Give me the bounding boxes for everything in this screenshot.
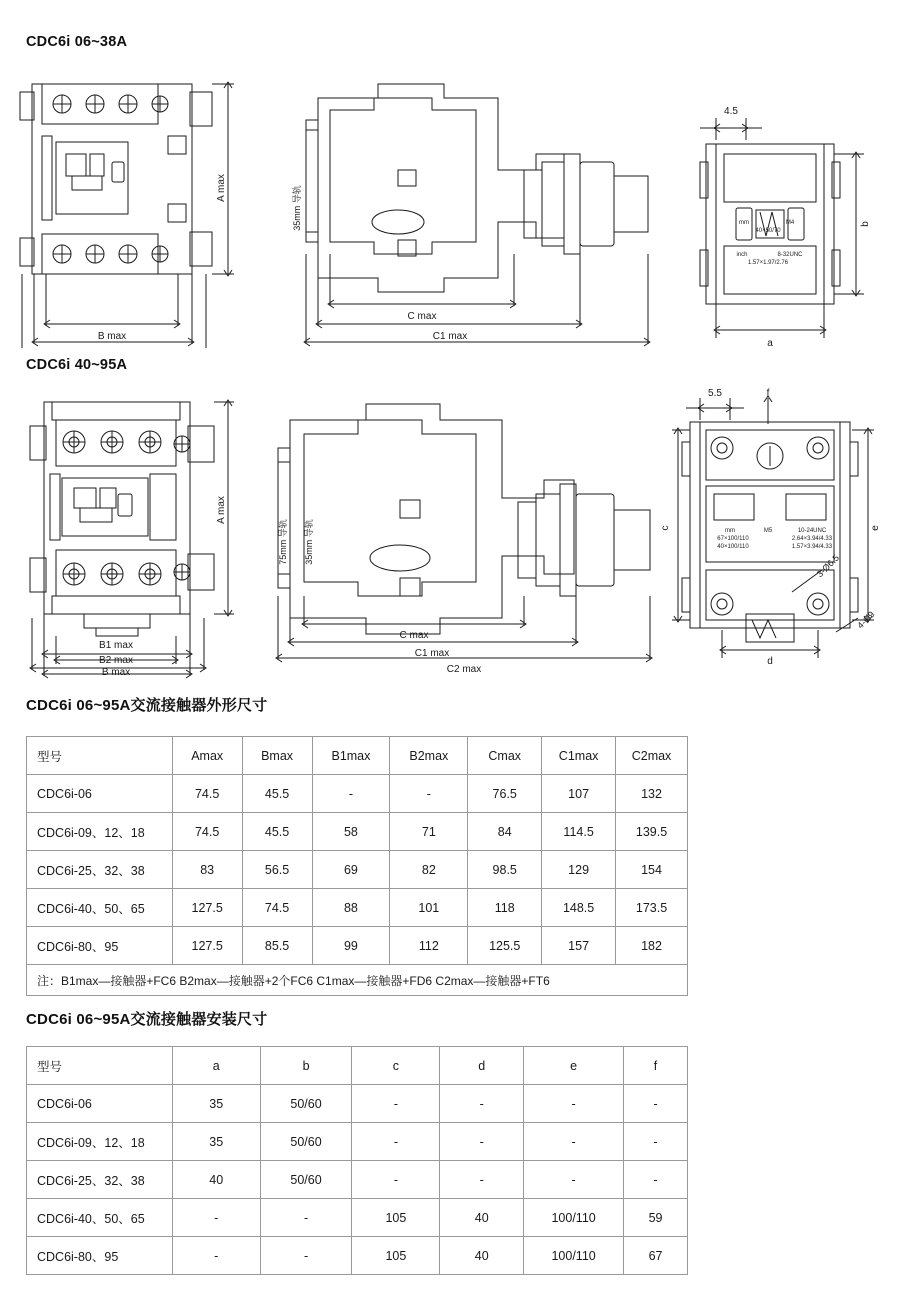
cell-value: 40 (440, 1237, 524, 1275)
svg-text:2.64×3.94/4.33: 2.64×3.94/4.33 (791, 536, 833, 542)
cell-value: 45.5 (242, 813, 312, 851)
svg-text:35mm 导轨: 35mm 导轨 (292, 185, 302, 231)
svg-text:B max: B max (101, 667, 131, 678)
svg-text:5.5: 5.5 (708, 388, 722, 399)
table-row (27, 813, 688, 851)
cell-value: 182 (616, 927, 688, 965)
cell-value: 148.5 (542, 889, 616, 927)
cell-value: 114.5 (542, 813, 616, 851)
svg-text:B2 max: B2 max (99, 655, 133, 666)
svg-text:c: c (660, 525, 671, 531)
cell-value: 67 (624, 1237, 688, 1275)
cell-model: CDC6i-25、32、38 (27, 1161, 173, 1199)
cell-model: CDC6i-06 (27, 1085, 173, 1123)
cell-value: 125.5 (468, 927, 542, 965)
column-header: B1max (312, 737, 390, 775)
cell-model: CDC6i-06 (27, 775, 173, 813)
drawing-cdc6i-40-95a (0, 382, 900, 682)
column-header: f (624, 1047, 688, 1085)
cell-value: 50/60 (260, 1123, 352, 1161)
cell-model: CDC6i-80、95 (27, 927, 173, 965)
column-header: b (260, 1047, 352, 1085)
cell-value: 101 (390, 889, 468, 927)
cell-value: 105 (352, 1237, 440, 1275)
table-row (27, 1123, 688, 1161)
svg-text:4.5: 4.5 (724, 106, 738, 117)
cell-value: 112 (390, 927, 468, 965)
cell-value: 82 (390, 851, 468, 889)
svg-text:40×50/70: 40×50/70 (755, 228, 781, 234)
drawing-cdc6i-06-38a (0, 58, 900, 348)
svg-text:10-24UNC: 10-24UNC (797, 528, 827, 534)
svg-text:A max: A max (216, 174, 227, 202)
table-row (27, 927, 688, 965)
cell-value: - (524, 1123, 624, 1161)
cell-value: 127.5 (172, 927, 242, 965)
cell-model: CDC6i-40、50、65 (27, 889, 173, 927)
table-row (27, 889, 688, 927)
svg-text:75mm 导轨: 75mm 导轨 (278, 519, 288, 565)
cell-model: CDC6i-09、12、18 (27, 1123, 173, 1161)
cell-value: 76.5 (468, 775, 542, 813)
cell-value: - (260, 1237, 352, 1275)
cell-value: 84 (468, 813, 542, 851)
svg-text:M5: M5 (763, 528, 773, 534)
cell-value: 40 (172, 1161, 260, 1199)
cell-value: 45.5 (242, 775, 312, 813)
cell-value: 173.5 (616, 889, 688, 927)
svg-text:C1 max: C1 max (414, 648, 450, 659)
cell-value: - (172, 1199, 260, 1237)
column-header: d (440, 1047, 524, 1085)
cell-value: - (624, 1161, 688, 1199)
svg-text:8-32UNC: 8-32UNC (777, 252, 803, 258)
cell-value: 71 (390, 813, 468, 851)
svg-text:4-Ø9: 4-Ø9 (855, 609, 877, 631)
cell-value: - (440, 1161, 524, 1199)
cell-value: 118 (468, 889, 542, 927)
cell-value: - (172, 1237, 260, 1275)
cell-value: - (312, 775, 390, 813)
table-mounting-dimensions (26, 1046, 688, 1275)
page-title-drawing-1: CDC6i 06~38A (26, 34, 128, 50)
column-header: Cmax (468, 737, 542, 775)
cell-value: 85.5 (242, 927, 312, 965)
svg-text:40×100/110: 40×100/110 (717, 544, 749, 550)
svg-text:67×100/110: 67×100/110 (717, 536, 749, 542)
cell-value: 35 (172, 1123, 260, 1161)
cell-value: 35 (172, 1085, 260, 1123)
cell-value: - (260, 1199, 352, 1237)
svg-text:C max: C max (399, 630, 429, 641)
cell-value: 83 (172, 851, 242, 889)
cell-value: 154 (616, 851, 688, 889)
svg-text:1.57×3.94/4.33: 1.57×3.94/4.33 (791, 544, 833, 550)
table-row (27, 1237, 688, 1275)
cell-model: CDC6i-09、12、18 (27, 813, 173, 851)
column-header: e (524, 1047, 624, 1085)
cell-value: - (524, 1085, 624, 1123)
svg-text:A max: A max (216, 496, 227, 524)
svg-text:mm: mm (725, 528, 735, 534)
cell-value: 100/110 (524, 1237, 624, 1275)
cell-value: 56.5 (242, 851, 312, 889)
svg-text:d: d (767, 656, 773, 667)
cell-value: 100/110 (524, 1199, 624, 1237)
table-row (27, 1199, 688, 1237)
svg-text:3-Ø6.5: 3-Ø6.5 (814, 552, 842, 580)
cell-model: CDC6i-25、32、38 (27, 851, 173, 889)
column-header: C2max (616, 737, 688, 775)
cell-value: - (352, 1085, 440, 1123)
cell-value: 50/60 (260, 1085, 352, 1123)
table-header-row (27, 1047, 688, 1085)
table-title-mounting-dimensions: CDC6i 06~95A交流接触器安装尺寸 (26, 1011, 268, 1028)
cell-value: 139.5 (616, 813, 688, 851)
cell-value: 105 (352, 1199, 440, 1237)
table-row (27, 1085, 688, 1123)
cell-value: 157 (542, 927, 616, 965)
table-title-outline-dimensions: CDC6i 06~95A交流接触器外形尺寸 (26, 697, 268, 714)
column-header: Amax (172, 737, 242, 775)
cell-value: - (624, 1123, 688, 1161)
column-header: Bmax (242, 737, 312, 775)
svg-text:b: b (860, 221, 871, 227)
cell-value: 50/60 (260, 1161, 352, 1199)
table-row (27, 1161, 688, 1199)
cell-value: 88 (312, 889, 390, 927)
cell-value: 40 (440, 1199, 524, 1237)
cell-value: 127.5 (172, 889, 242, 927)
svg-text:mm: mm (739, 220, 749, 226)
cell-value: - (352, 1161, 440, 1199)
cell-value: 74.5 (242, 889, 312, 927)
svg-text:M4: M4 (785, 220, 795, 226)
table-row (27, 775, 688, 813)
cell-value: - (352, 1123, 440, 1161)
column-header: B2max (390, 737, 468, 775)
column-header: c (352, 1047, 440, 1085)
svg-text:35mm 导轨: 35mm 导轨 (304, 519, 314, 565)
column-header: 型号 (27, 1047, 173, 1085)
cell-value: - (390, 775, 468, 813)
cell-model: CDC6i-40、50、65 (27, 1199, 173, 1237)
column-header: C1max (542, 737, 616, 775)
page-title-drawing-2: CDC6i 40~95A (26, 357, 128, 373)
cell-value: - (624, 1085, 688, 1123)
cell-value: 132 (616, 775, 688, 813)
column-header: a (172, 1047, 260, 1085)
table-note: 注：B1max—接触器+FC6 B2max—接触器+2个FC6 C1max—接触器+FD6 C2max—接触器+FT6 (27, 965, 688, 996)
cell-value: 74.5 (172, 813, 242, 851)
svg-text:C max: C max (407, 311, 437, 322)
cell-value: - (440, 1085, 524, 1123)
svg-text:f: f (766, 388, 770, 399)
svg-text:1.57×1.97/2.76: 1.57×1.97/2.76 (747, 260, 789, 266)
cell-value: 58 (312, 813, 390, 851)
table-outline-dimensions (26, 736, 688, 996)
svg-text:B1 max: B1 max (99, 640, 133, 651)
svg-text:a: a (767, 338, 773, 348)
svg-text:e: e (870, 525, 881, 531)
cell-value: 107 (542, 775, 616, 813)
svg-text:C2 max: C2 max (446, 664, 482, 675)
svg-text:C1 max: C1 max (432, 331, 468, 342)
cell-value: 74.5 (172, 775, 242, 813)
cell-value: - (440, 1123, 524, 1161)
cell-value: 99 (312, 927, 390, 965)
svg-text:B max: B max (97, 331, 127, 342)
cell-model: CDC6i-80、95 (27, 1237, 173, 1275)
cell-value: - (524, 1161, 624, 1199)
cell-value: 59 (624, 1199, 688, 1237)
table-note-row (27, 965, 688, 996)
cell-value: 98.5 (468, 851, 542, 889)
cell-value: 129 (542, 851, 616, 889)
cell-value: 69 (312, 851, 390, 889)
svg-text:inch: inch (736, 252, 748, 258)
table-header-row (27, 737, 688, 775)
table-row (27, 851, 688, 889)
column-header: 型号 (27, 737, 173, 775)
